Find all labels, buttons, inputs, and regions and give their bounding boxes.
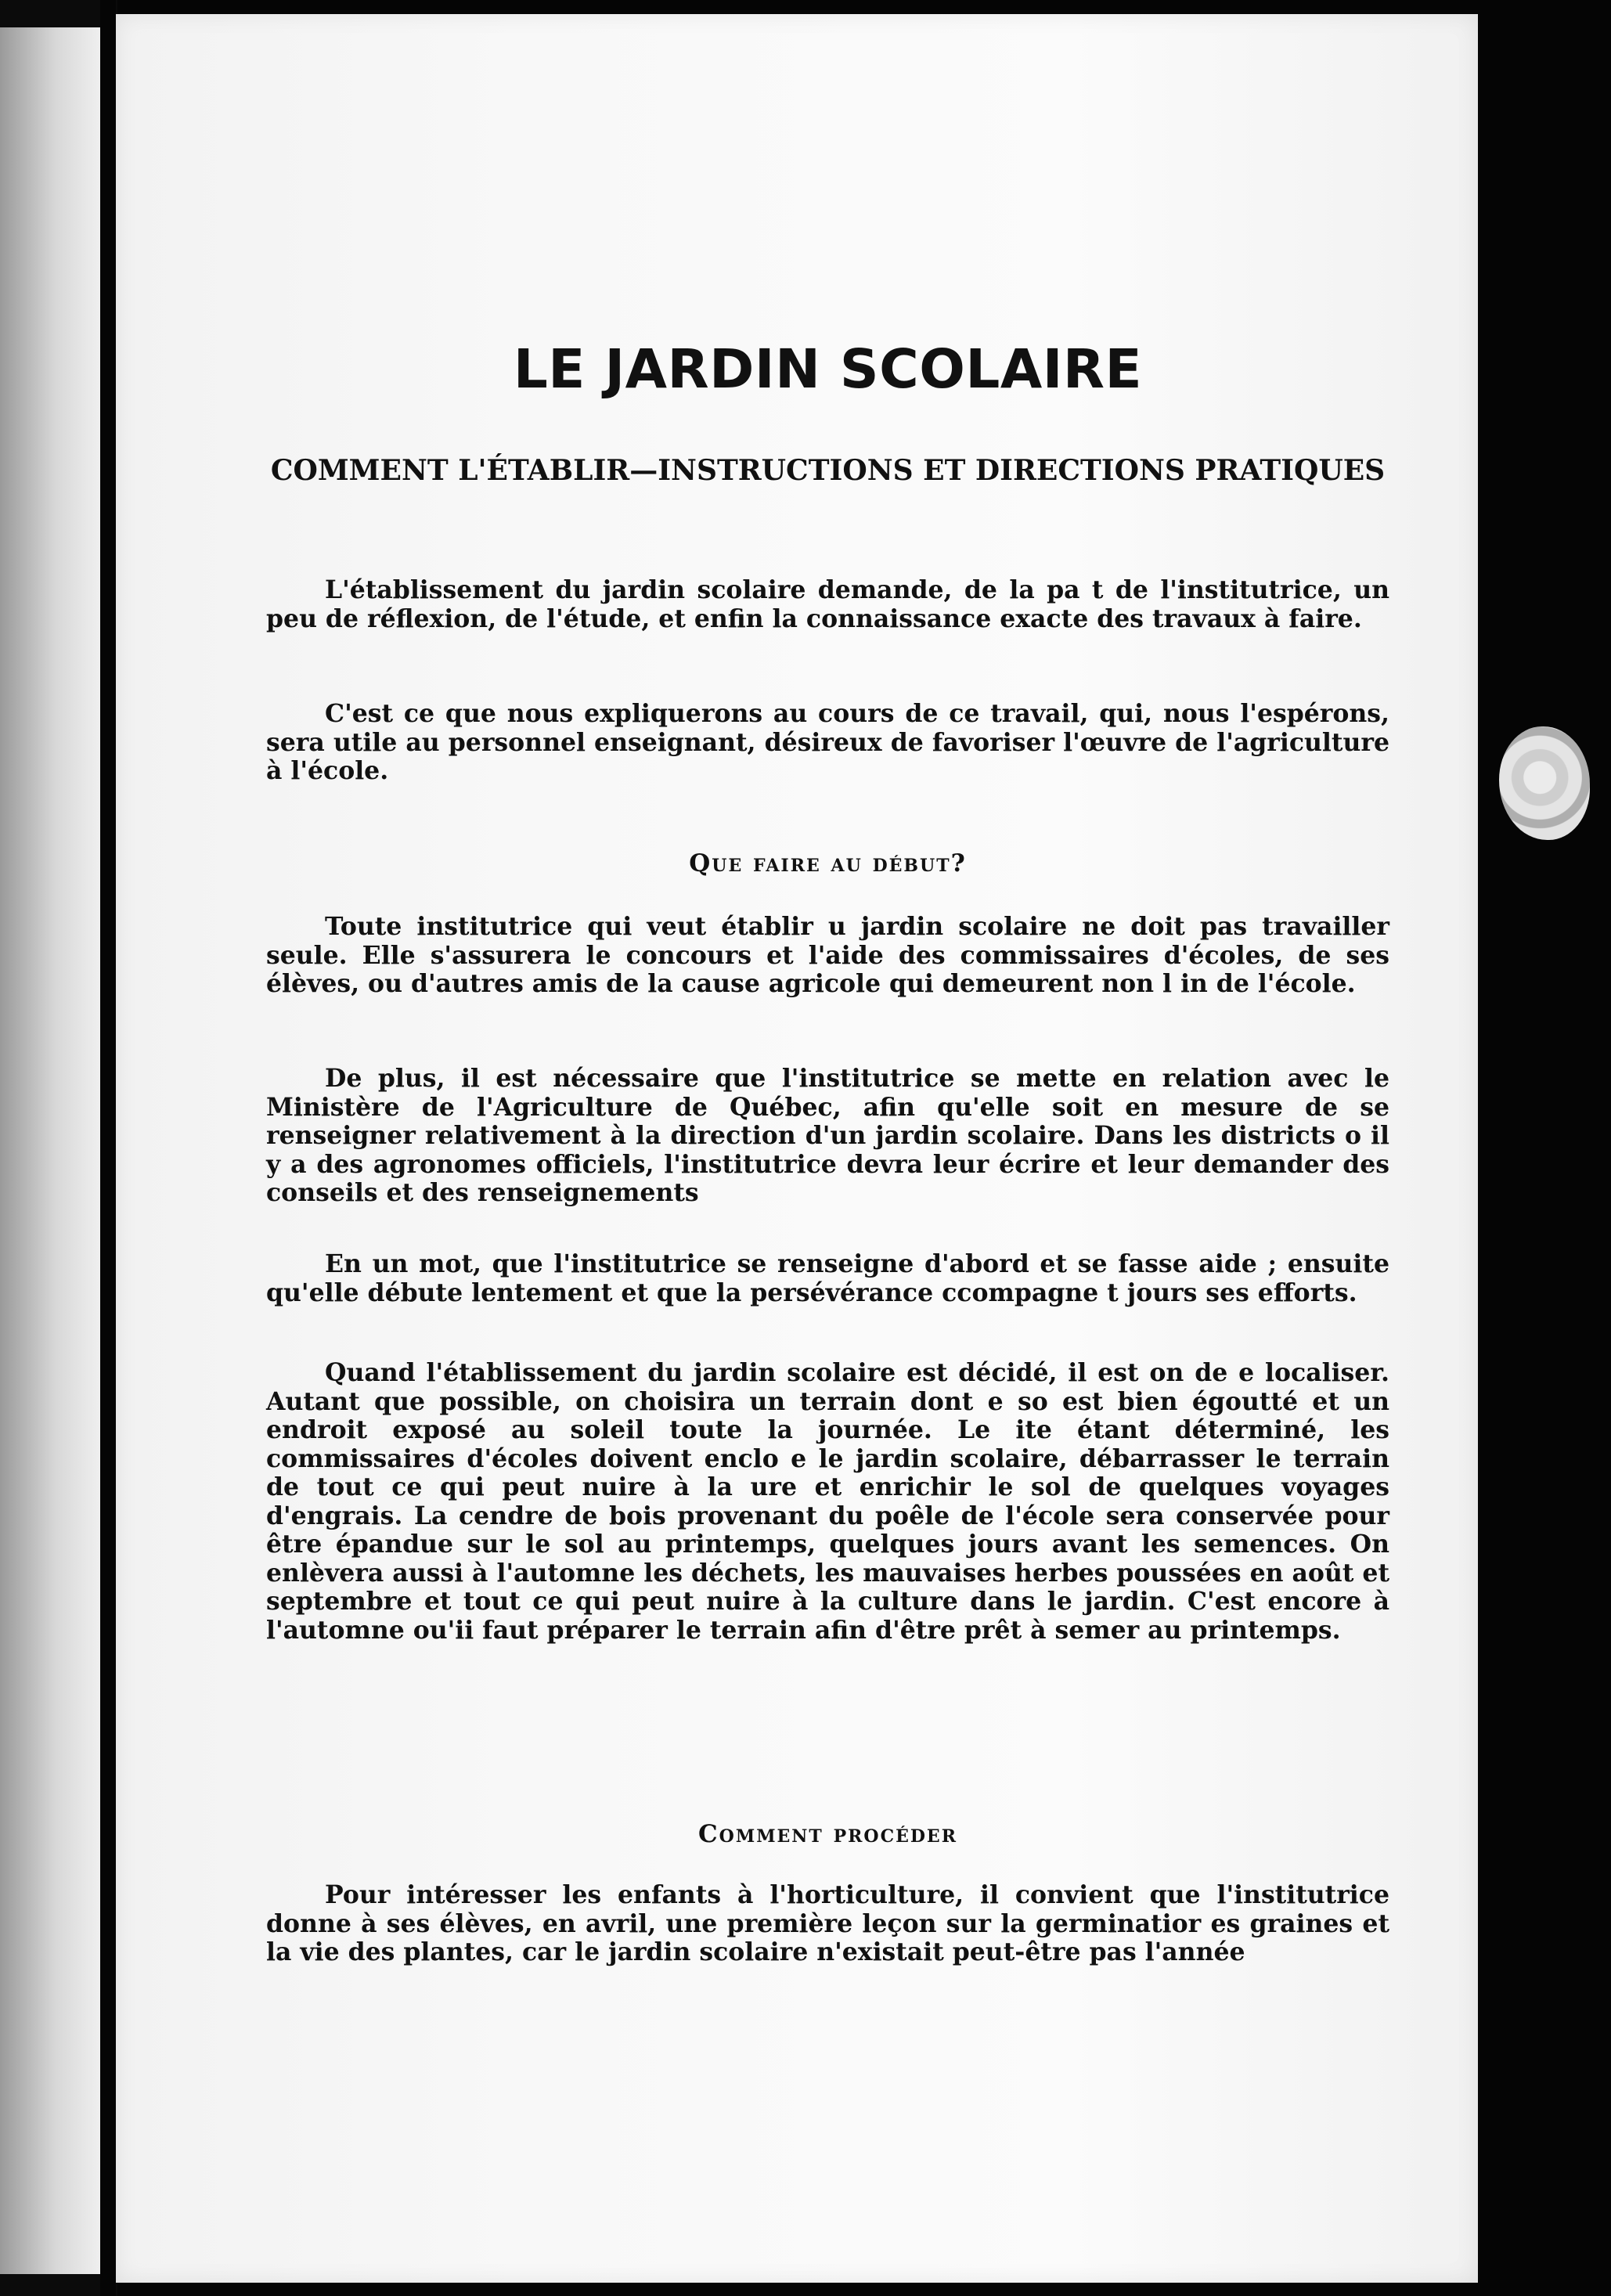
left-page-edge — [0, 27, 100, 2274]
section-1-paragraph-2: De plus, il est nécessaire que l'institutrice se mette en relation avec le Ministère de l'Agriculture de Québec, afin qu'elle soit en mesure de se renseigner relativement à la direction d'un jardin scolaire. Dans les districts o il y a des agronomes officiels, l'institutrice devra leur écrire et leur demander des conseils et des renseignements — [266, 1064, 1389, 1208]
document-page — [116, 14, 1478, 2283]
intro-paragraph-2: C'est ce que nous expliquerons au cours de ce travail, qui, nous l'espérons, sera utile au personnel enseignant, désireux de favoriser l'œuvre de l'agriculture à l'école. — [266, 699, 1389, 786]
section-1-paragraph-1: Toute institutrice qui veut établir u jardin scolaire ne doit pas travailler seule. Elle s'assurera le concours et l'aide des commissaires d'écoles, de ses élèves, ou d'autres amis de la cause agricole qui demeurent non l in de l'école. — [266, 912, 1389, 999]
document-subtitle: COMMENT L'ÉTABLIR—INSTRUCTIONS ET DIRECTIONS PRATIQUES — [270, 454, 1386, 487]
section-heading-que-faire-au-debut: Que faire au début? — [689, 849, 967, 878]
paper-stain — [1499, 726, 1590, 840]
intro-paragraph-1: L'établissement du jardin scolaire demande, de la pa t de l'institutrice, un peu de réflexion, de l'étude, et enfin la connaissance exacte des travaux à faire. — [266, 575, 1389, 633]
document-title: LE JARDIN SCOLAIRE — [513, 338, 1143, 401]
section-1-paragraph-3: En un mot, que l'institutrice se renseigne d'abord et se fasse aide ; ensuite qu'elle débute lentement et que la persévérance ccompagne t jours ses efforts. — [266, 1249, 1389, 1307]
section-2-paragraph-1: Pour intéresser les enfants à l'horticulture, il convient que l'institutrice donne à ses élèves, en avril, une première leçon sur la germinatior es graines et la vie des plantes, car le jardin scolaire n'existait peut-être pas l'année — [266, 1880, 1389, 1967]
section-1-paragraph-4: Quand l'établissement du jardin scolaire est décidé, il est on de e localiser. Autant que possible, on choisira un terrain dont e so est bien égoutté et un endroit exposé au soleil toute la journée. Le ite étant déterminé, les commissaires d'écoles doivent enclo e le jardin scolaire, débarrasser le terrain de tout ce qui peut nuire à la ure et enrichir le sol de quelques voyages d'engrais. La cendre de bois provenant du poêle de l'école sera conservée pour être épandue sur le sol au printemps, quelques jours avant les semences. On enlèvera aussi à l'automne les déchets, les mauvaises herbes poussées en août et septembre et tout ce qui peut nuire à la culture dans le jardin. C'est encore à l'automne ou'ii faut préparer le terrain afin d'être prêt à semer au printemps. — [266, 1358, 1389, 1645]
section-heading-comment-proceder: Comment procéder — [698, 1820, 957, 1848]
book-gutter — [100, 0, 116, 2296]
